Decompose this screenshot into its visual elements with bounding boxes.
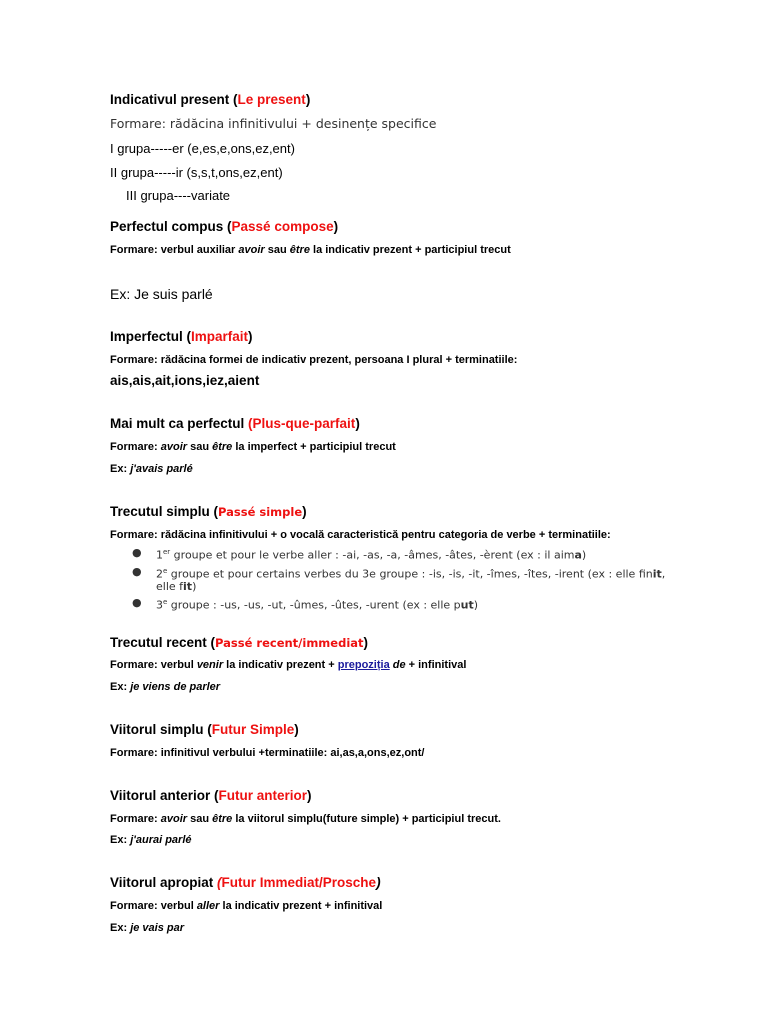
group-3-line: III grupa----variate <box>126 188 231 203</box>
formare-present: Formare: rădăcina infinitivului + desinențe specifice <box>110 116 437 131</box>
example-italic: j'avais parlé <box>130 463 193 475</box>
group-bold: it <box>183 580 193 594</box>
bullet-icon: ● <box>132 564 142 578</box>
group-end: ) <box>473 598 479 612</box>
example-label: Ex: <box>110 834 131 846</box>
group-end: , <box>661 567 666 581</box>
formare-text: sau <box>187 813 213 825</box>
heading-text: Viitorul simplu ( <box>110 722 212 737</box>
heading-close: ) <box>376 875 381 890</box>
heading-paren: ( <box>217 875 222 890</box>
heading-text: Imperfectul ( <box>110 329 192 344</box>
prepozitia-link[interactable]: prepoziția <box>337 659 390 671</box>
example-plus-que-parfait <box>110 463 193 475</box>
heading-french: Passé recent/immediat <box>215 636 364 650</box>
example-label: Ex: <box>110 922 131 934</box>
heading-close: ) <box>333 219 339 234</box>
formare-passe-recent <box>110 659 466 671</box>
formare-italic: de <box>389 659 406 671</box>
formare-italic: avoir <box>238 244 265 256</box>
heading-french: (Plus-que-parfait <box>248 416 356 431</box>
example-italic: j'aurai parlé <box>130 834 192 846</box>
bullet-icon: ● <box>132 596 142 610</box>
group-number: 2 <box>156 567 163 581</box>
formare-passe-compose <box>110 244 511 256</box>
formare-italic: avoir <box>160 813 188 825</box>
formare-text: la indicativ prezent + infinitival <box>219 900 383 912</box>
formare-italic: avoir <box>160 441 188 453</box>
list-item <box>130 546 750 562</box>
group-suffix: e <box>163 598 168 607</box>
list-item <box>130 565 750 594</box>
example-label: Ex: <box>110 463 131 475</box>
heading-french: Le present <box>237 92 306 107</box>
formare-futur-immediat <box>110 900 382 912</box>
formare-text: la imperfect + participiul trecut <box>232 441 396 453</box>
heading-text: Mai mult ca perfectul <box>110 416 249 431</box>
formare-text: sau <box>264 244 290 256</box>
example-futur-immediat <box>110 922 184 934</box>
formare-text: Formare: verbul <box>110 659 197 671</box>
heading-passe-compose <box>110 219 338 234</box>
formare-text: Formare: verbul auxiliar <box>110 244 239 256</box>
heading-close: ) <box>305 92 311 107</box>
bullet-icon: ● <box>132 546 142 559</box>
endings-imparfait: ais,ais,ait,ions,iez,aient <box>110 373 260 388</box>
group-number: 3 <box>156 598 163 612</box>
formare-futur-simple: Formare: infinitivul verbului +terminatiile: ai,as,a,ons,ez,ont/ <box>110 747 425 759</box>
group-text: groupe et pour certains verbes du 3e groupe : -is, -is, -it, -îmes, -îtes, -irent (ex : elle fin <box>167 567 653 581</box>
group-end: ) <box>192 580 197 594</box>
heading-french: Imparfait <box>191 329 249 344</box>
formare-text: Formare: verbul <box>110 900 197 912</box>
formare-italic: être <box>212 813 233 825</box>
formare-text: la viitorul simplu(future simple) + participiul trecut. <box>232 813 501 825</box>
formare-passe-simple: Formare: rădăcina infinitivului + o vocală caracteristică pentru categoria de verbe + terminatiile: <box>110 529 611 541</box>
formare-plus-que-parfait <box>110 441 396 453</box>
example-passe-compose: Ex: Je suis parlé <box>110 286 213 302</box>
formare-imparfait: Formare: rădăcina formei de indicativ prezent, persoana I plural + terminatiile: <box>110 354 518 366</box>
passe-simple-list <box>130 546 750 614</box>
example-italic: je viens de parler <box>130 681 221 693</box>
heading-futur-immediat <box>110 875 381 890</box>
formare-text: Formare: <box>110 441 161 453</box>
heading-close: ) <box>363 635 369 650</box>
heading-close: ) <box>294 722 299 737</box>
heading-plus-que-parfait <box>110 416 360 431</box>
heading-french: Futur Simple <box>211 722 295 737</box>
heading-imparfait <box>110 329 253 344</box>
example-italic: je vais par <box>130 922 185 934</box>
heading-french: Futur Immediat/Prosche <box>221 875 377 890</box>
list-item <box>130 596 750 612</box>
group-1-line: I grupa-----er (e,es,e,ons,ez,ent) <box>110 141 295 156</box>
group-suffix: er <box>163 548 171 556</box>
heading-text: Trecutul recent ( <box>110 635 216 650</box>
heading-french: Futur anterior <box>218 788 308 803</box>
heading-futur-simple <box>110 722 299 737</box>
formare-text: la indicativ prezent + <box>223 659 338 671</box>
example-futur-anterior <box>110 834 192 846</box>
heading-french: Passé simple <box>218 505 303 519</box>
example-passe-recent <box>110 681 220 693</box>
formare-text: + infinitival <box>405 659 467 671</box>
formare-text: Formare: <box>110 813 161 825</box>
formare-italic: aller <box>196 900 220 912</box>
group-suffix: e <box>163 566 168 575</box>
heading-passe-simple <box>110 504 307 519</box>
group-bold: ut <box>460 598 474 612</box>
formare-italic: venir <box>196 659 224 671</box>
heading-text: Indicativul present ( <box>110 92 238 107</box>
group-bold: a <box>574 548 582 562</box>
group-end: ) <box>581 548 587 562</box>
heading-text: Viitorul anterior ( <box>110 788 219 803</box>
heading-close: ) <box>248 329 253 344</box>
formare-futur-anterior <box>110 813 501 825</box>
formare-text: sau <box>187 441 213 453</box>
group-bold: it <box>652 567 662 581</box>
heading-text: Perfectul compus ( <box>110 219 232 234</box>
group-text: groupe et pour le verbe aller : -ai, -as, -a, -âmes, -âtes, -èrent (ex : il aim <box>170 548 575 562</box>
formare-italic: être <box>212 441 233 453</box>
formare-italic: être <box>289 244 310 256</box>
group-text: elle f <box>156 580 184 594</box>
heading-present <box>110 92 310 107</box>
heading-passe-recent <box>110 635 368 650</box>
heading-french: Passé compose <box>231 219 334 234</box>
heading-text: Viitorul apropiat <box>110 875 218 890</box>
example-label: Ex: <box>110 681 131 693</box>
heading-close: ) <box>355 416 360 431</box>
formare-text: la indicativ prezent + participiul trecut <box>309 244 511 256</box>
group-number: 1 <box>156 548 163 562</box>
group-2-line: II grupa-----ir (s,s,t,ons,ez,ent) <box>110 165 283 180</box>
heading-futur-anterior <box>110 788 312 803</box>
heading-text: Trecutul simplu ( <box>110 504 219 519</box>
heading-close: ) <box>302 504 307 519</box>
heading-close: ) <box>307 788 312 803</box>
group-text: groupe : -us, -us, -ut, -ûmes, -ûtes, -urent (ex : elle p <box>167 598 461 612</box>
